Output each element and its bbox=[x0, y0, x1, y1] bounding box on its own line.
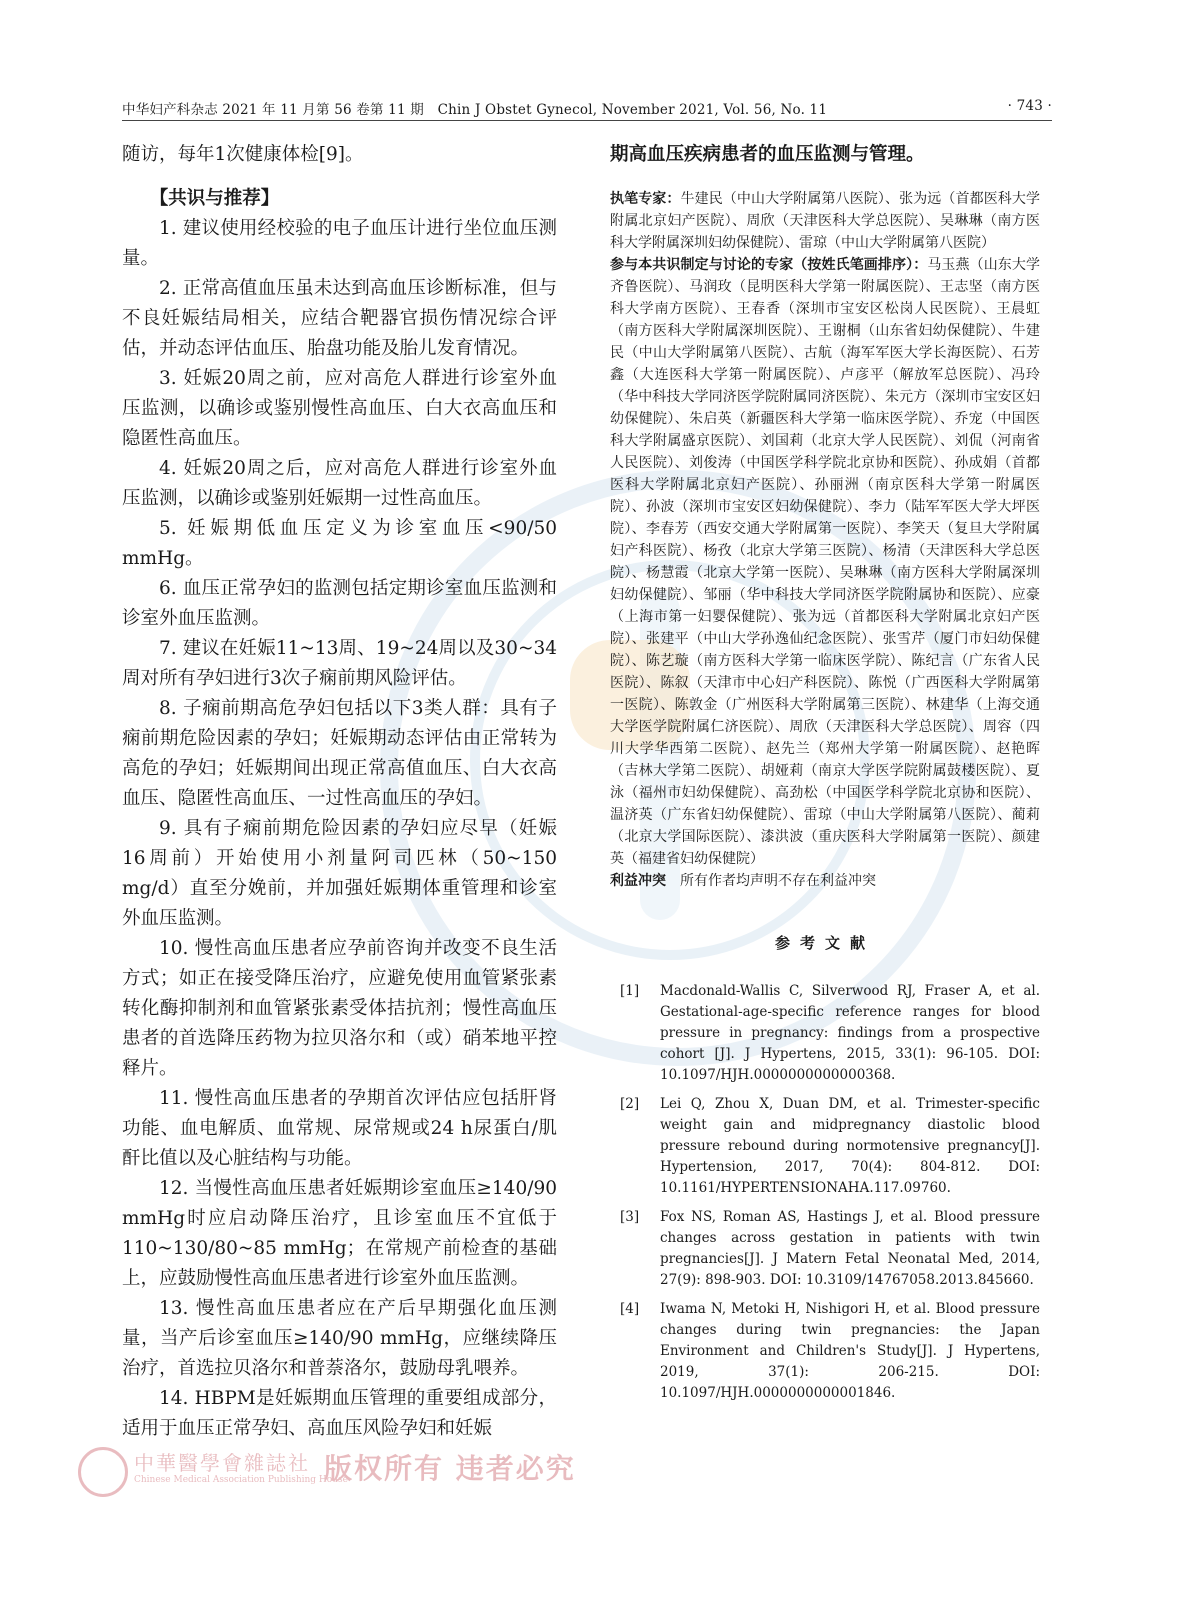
participants-label: 参与本共识制定与讨论的专家（按姓氏笔画排序）： bbox=[610, 257, 928, 273]
recommendation-5: 5. 妊娠期低血压定义为诊室血压<90/50 mmHg。 bbox=[122, 518, 557, 569]
section-title: 【共识与推荐】 bbox=[149, 188, 280, 209]
publisher-name: 中華醫學會雜誌社 bbox=[134, 1451, 310, 1475]
conflict-text: 所有作者均声明不存在利益冲突 bbox=[680, 873, 876, 889]
continuation-text: 期高血压疾病患者的血压监测与管理。 bbox=[610, 144, 925, 165]
opening-line: 随访，每年1次健康体检[9]。 bbox=[122, 144, 364, 165]
recommendation-9: 9. 具有子痫前期危险因素的孕妇应尽早（妊娠16周前）开始使用小剂量阿司匹林（50~150 mg/d）直至分娩前，并加强妊娠期体重管理和诊室外血压监测。 bbox=[122, 818, 557, 929]
authors-list: 牛建民（中山大学附属第八医院）、张为远（首都医科大学附属北京妇产医院）、周欣（天津医科大学总医院）、吴琳琳（南方医科大学附属深圳妇幼保健院）、雷琼（中山大学附属第八医院） bbox=[610, 191, 1040, 251]
reference-number: [2] bbox=[620, 1096, 640, 1112]
conflict-label: 利益冲突 bbox=[610, 873, 666, 889]
reference-text: Iwama N, Metoki H, Nishigori H, et al. Blood pressure changes during twin pregnancies: the Japan Environment and Children's Study[J]. J Hypertens, 2019, 37(1): 206-215. DOI: 10.1097/HJH.0000000000001846. bbox=[660, 1301, 1040, 1401]
recommendation-1: 1. 建议使用经校验的电子血压计进行坐位血压测量。 bbox=[122, 218, 557, 269]
page-number: · 743 · bbox=[1007, 98, 1052, 114]
reference-text: Fox NS, Roman AS, Hastings J, et al. Blood pressure changes across gestation in patients with twin pregnancies[J]. J Matern Fetal Neonatal Med, 2014, 27(9): 898-903. DOI: 10.3109/14767058.2013.845660. bbox=[660, 1209, 1040, 1288]
publisher-name-en: Chinese Medical Association Publishing House bbox=[134, 1475, 348, 1485]
authors-label: 执笔专家： bbox=[610, 191, 681, 207]
right-column bbox=[610, 140, 1040, 1412]
recommendation-8: 8. 子痫前期高危孕妇包括以下3类人群：具有子痫前期危险因素的孕妇；妊娠期动态评估由正常转为高危的孕妇；妊娠期间出现正常高值血压、白大衣高血压、隐匿性高血压、一过性高血压的孕妇。 bbox=[122, 698, 557, 809]
recommendation-3: 3. 妊娠20周之前，应对高危人群进行诊室外血压监测，以确诊或鉴别慢性高血压、白大衣高血压和隐匿性高血压。 bbox=[122, 368, 557, 449]
reference-item bbox=[610, 1207, 1040, 1291]
participants-list: 马玉燕（山东大学齐鲁医院）、马润玫（昆明医科大学第一附属医院）、王志坚（南方医科大学南方医院）、王春香（深圳市宝安区松岗人民医院）、王晨虹（南方医科大学附属深圳医院）、王谢桐（山东省妇幼保健院）、牛建民（中山大学附属第八医院）、古航（海军军医大学长海医院）、石芳鑫（大连医科大学第一附属医院）、卢彦平（解放军总医院）、冯玲（华中科技大学同济医学院附属同济医院）、朱元方（深圳市宝安区妇幼保健院）、朱启英（新疆医科大学第一临床医学院）、乔宠（中国医科大学附属盛京医院）、刘国莉（北京大学人民医院）、刘侃（河南省人民医院）、刘俊涛（中国医学科学院北京协和医院）、孙成娟（首都医科大学附属北京妇产医院）、孙丽洲（南京医科大学第一附属医院）、孙波（深圳市宝安区妇幼保健院）、李力（陆军军医大学大坪医院）、李春芳（西安交通大学附属第一医院）、李笑天（复旦大学附属妇产科医院）、杨孜（北京大学第三医院）、杨清（天津医科大学总医院）、杨慧霞（北京大学第一医院）、吴琳琳（南方医科大学附属深圳妇幼保健院）、邹丽（华中科技大学同济医学院附属协和医院）、应豪（上海市第一妇婴保健院）、张为远（首都医科大学附属北京妇产医院）、张建平（中山大学孙逸仙纪念医院）、张雪芹（厦门市妇幼保健院）、陈艺璇（南方医科大学第一临床医学院）、陈纪言（广东省人民医院）、陈叙（天津市中心妇产科医院）、陈悦（广西医科大学附属第一医院）、陈敦金（广州医科大学附属第三医院）、林建华（上海交通大学医学院附属仁济医院）、周欣（天津医科大学总医院）、周容（四川大学华西第二医院）、赵先兰（郑州大学第一附属医院）、赵艳晖（吉林大学第二医院）、胡娅莉（南京大学医学院附属鼓楼医院）、夏泳（福州市妇幼保健院）、高劲松（中国医学科学院北京协和医院）、温济英（广东省妇幼保健院）、雷琼（中山大学附属第八医院）、蔺莉（北京大学国际医院）、漆洪波（重庆医科大学附属第一医院）、颜建英（福建省妇幼保健院） bbox=[610, 257, 1041, 867]
journal-info: 中华妇产科杂志 2021 年 11 月第 56 卷第 11 期 Chin J Obstet Gynecol, November 2021, Vol. 56, No. 11 bbox=[122, 102, 828, 118]
recommendation-11: 11. 慢性高血压患者的孕期首次评估应包括肝肾功能、血电解质、血常规、尿常规或24 h尿蛋白/肌酐比值以及心脏结构与功能。 bbox=[122, 1088, 557, 1169]
recommendation-13: 13. 慢性高血压患者应在产后早期强化血压测量，当产后诊室血压≥140/90 mmHg，应继续降压治疗，首选拉贝洛尔和普萘洛尔，鼓励母乳喂养。 bbox=[122, 1298, 557, 1379]
running-header bbox=[122, 96, 1052, 121]
reference-text: Macdonald-Wallis C, Silverwood RJ, Fraser A, et al. Gestational-age-specific reference ranges for blood pressure in pregnancy: findings from a prospective cohort [J]. J Hypertens, 2015, 33(1): 96-105. DOI: 10.1097/HJH.0000000000000368. bbox=[660, 983, 1040, 1083]
reference-text: Lei Q, Zhou X, Duan DM, et al. Trimester-specific weight gain and midpregnancy diastolic blood pressure rebound during normotensive pregnancy[J]. Hypertension, 2017, 70(4): 804-812. DOI: 10.1161/HYPERTENSIONAHA.117.09760. bbox=[660, 1096, 1040, 1196]
recommendation-12: 12. 当慢性高血压患者妊娠期诊室血压≥140/90 mmHg时应启动降压治疗，且诊室血压不宜低于110~130/80~85 mmHg；在常规产前检查的基础上，应鼓励慢性高血压患者进行诊室外血压监测。 bbox=[122, 1178, 557, 1289]
recommendation-14: 14. HBPM是妊娠期血压管理的重要组成部分，适用于血压正常孕妇、高血压风险孕妇和妊娠 bbox=[122, 1388, 557, 1439]
left-column bbox=[122, 140, 557, 1444]
reference-number: [4] bbox=[620, 1301, 640, 1317]
copyright-motto: 版权所有 违者必究 bbox=[324, 1452, 576, 1485]
recommendation-7: 7. 建议在妊娠11~13周、19~24周以及30~34周对所有孕妇进行3次子痫前期风险评估。 bbox=[122, 638, 557, 689]
experts-block bbox=[610, 188, 1040, 892]
publisher-seal-icon bbox=[78, 1447, 128, 1497]
recommendation-6: 6. 血压正常孕妇的监测包括定期诊室血压监测和诊室外血压监测。 bbox=[122, 578, 557, 629]
reference-number: [1] bbox=[620, 983, 640, 999]
reference-number: [3] bbox=[620, 1209, 640, 1225]
reference-item bbox=[610, 1299, 1040, 1404]
reference-item bbox=[610, 1094, 1040, 1199]
recommendation-10: 10. 慢性高血压患者应孕前咨询并改变不良生活方式；如正在接受降压治疗，应避免使用血管紧张素转化酶抑制剂和血管紧张素受体拮抗剂；慢性高血压患者的首选降压药物为拉贝洛尔和（或）硝苯地平控释片。 bbox=[122, 938, 557, 1079]
recommendation-4: 4. 妊娠20周之后，应对高危人群进行诊室外血压监测，以确诊或鉴别妊娠期一过性高血压。 bbox=[122, 458, 557, 509]
reference-item bbox=[610, 981, 1040, 1086]
references-title: 参考文献 bbox=[774, 934, 875, 952]
recommendation-2: 2. 正常高值血压虽未达到高血压诊断标准，但与不良妊娠结局相关，应结合靶器官损伤情况综合评估，并动态评估血压、胎盘功能及胎儿发育情况。 bbox=[122, 278, 557, 359]
publisher-watermark bbox=[78, 1445, 618, 1495]
